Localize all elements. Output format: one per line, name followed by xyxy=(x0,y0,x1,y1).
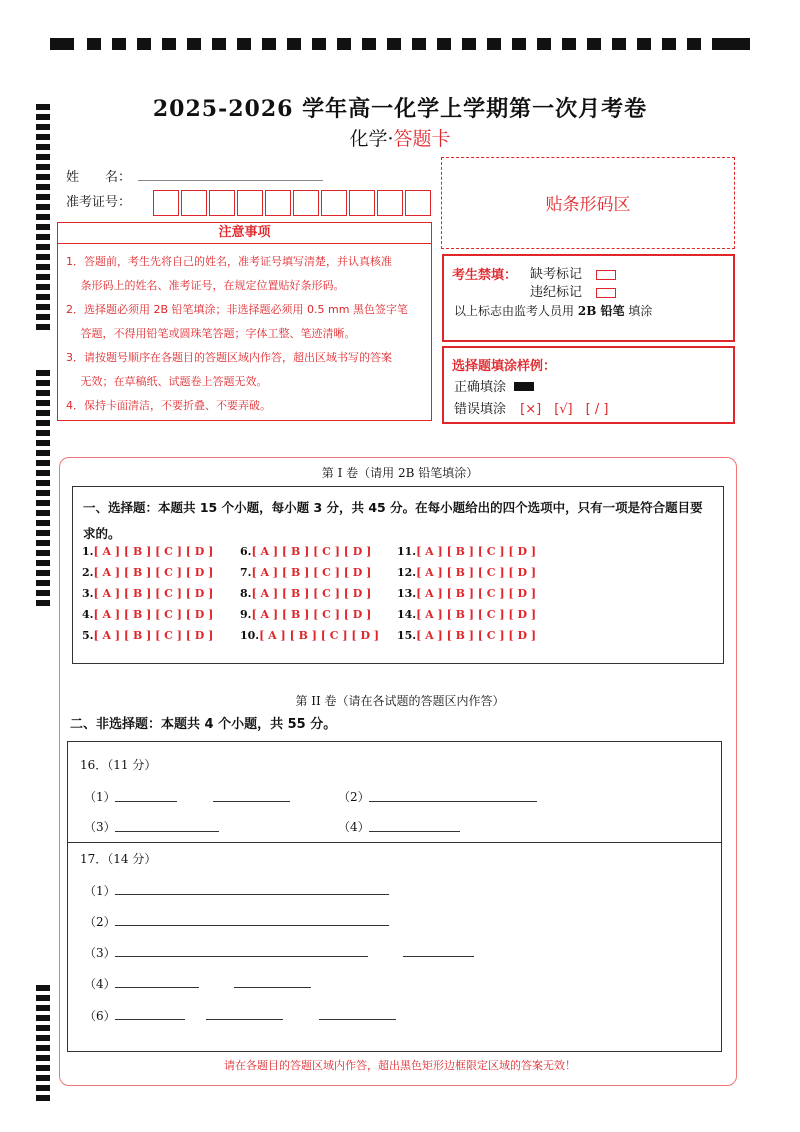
q-num: 8. xyxy=(240,587,252,600)
q-num: 9. xyxy=(240,608,252,621)
q-options[interactable]: [ A ] [ B ] [ C ] [ D ] xyxy=(251,566,372,579)
correct-fill-label: 正确填涂 xyxy=(454,380,507,395)
violation-mark-row xyxy=(530,281,616,300)
exam-ban-note xyxy=(454,302,652,319)
q-options[interactable]: [ A ] [ B ] [ C ] [ D ] xyxy=(251,545,372,558)
absent-mark-label: 缺考标记 xyxy=(530,267,583,282)
q-num: 5. xyxy=(82,629,94,642)
q-num: 1. xyxy=(82,545,94,558)
id-label: 准考证号： xyxy=(66,195,132,210)
answer-blank[interactable] xyxy=(213,801,290,802)
q16-part-label: （4） xyxy=(338,820,370,834)
q-num: 11. xyxy=(397,545,417,558)
q-options[interactable]: [ A ] [ B ] [ C ] [ D ] xyxy=(93,566,214,579)
violation-mark-box[interactable] xyxy=(596,288,616,298)
wrong-fill-label: 错误填涂 xyxy=(454,402,507,417)
q16-title: 16．（11 分） xyxy=(80,758,157,772)
answer-blank[interactable] xyxy=(115,1019,185,1020)
choice-row[interactable] xyxy=(397,566,536,579)
name-label: 姓 名： xyxy=(66,170,132,185)
id-number-boxes[interactable] xyxy=(153,190,433,216)
question-divider xyxy=(67,842,722,843)
footer-warning: 请在各题目的答题区域内作答，超出黑色矩形边框限定区域的答案无效！ xyxy=(224,1059,576,1072)
q-options[interactable]: [ A ] [ B ] [ C ] [ D ] xyxy=(251,608,372,621)
q-num: 15. xyxy=(397,629,417,642)
choice-row[interactable] xyxy=(397,608,536,621)
page-title: 2025-2026 学年高一化学上学期第一次月考卷 xyxy=(152,96,648,122)
q16-part-label: （1） xyxy=(84,790,116,804)
q-options[interactable]: [ A ] [ B ] [ C ] [ D ] xyxy=(251,587,372,600)
q17-part-label: （3） xyxy=(84,946,116,960)
q-num: 10. xyxy=(240,629,260,642)
answer-blank[interactable] xyxy=(115,894,389,895)
q17-part-label: （6） xyxy=(84,1009,116,1023)
q-options[interactable]: [ A ] [ B ] [ C ] [ D ] xyxy=(93,587,214,600)
notice-line: 1．答题前，考生先将自己的姓名，准考证号填写清楚，并认真核准 xyxy=(66,255,392,268)
fill-example-box xyxy=(442,346,735,424)
q-options[interactable]: [ A ] [ B ] [ C ] [ D ] xyxy=(416,587,537,600)
q-num: 12. xyxy=(397,566,417,579)
absent-mark-box[interactable] xyxy=(596,270,616,280)
answer-box xyxy=(67,741,722,1052)
answer-blank[interactable] xyxy=(115,956,368,957)
name-field[interactable] xyxy=(138,180,323,181)
choice-row[interactable] xyxy=(82,587,213,600)
timing-marks-left-3 xyxy=(36,985,50,1105)
part1-caption: 第 I 卷（请用 2B 铅笔填涂） xyxy=(321,466,479,480)
wrong-fill-row xyxy=(454,398,608,417)
subtitle-red: 答题卡 xyxy=(393,128,451,150)
q-options[interactable]: [ A ] [ B ] [ C ] [ D ] xyxy=(416,608,537,621)
choice-row[interactable] xyxy=(240,608,371,621)
note-bold: 2B 铅笔 xyxy=(577,304,625,318)
choice-row[interactable] xyxy=(82,629,213,642)
answer-blank[interactable] xyxy=(115,801,177,802)
q-options[interactable]: [ A ] [ B ] [ C ] [ D ] xyxy=(416,566,537,579)
q-num: 7. xyxy=(240,566,252,579)
notice-line: 无效；在草稿纸、试题卷上答题无效。 xyxy=(66,375,268,388)
exam-ban-label: 考生禁填： xyxy=(452,268,518,283)
barcode-area xyxy=(441,157,735,249)
notice-box xyxy=(57,222,432,421)
subtitle-prefix: 化学· xyxy=(349,128,394,150)
q-options[interactable]: [ A ] [ B ] [ C ] [ D ] xyxy=(93,608,214,621)
notice-line: 3．请按题号顺序在各题目的答题区域内作答，超出区域书写的答案 xyxy=(66,351,392,364)
choice-row[interactable] xyxy=(82,608,213,621)
choice-row[interactable] xyxy=(240,629,379,642)
q-options[interactable]: [ A ] [ B ] [ C ] [ D ] xyxy=(93,629,214,642)
q-num: 6. xyxy=(240,545,252,558)
violation-mark-label: 违纪标记 xyxy=(530,285,583,300)
notice-line: 2．选择题必须用 2B 铅笔填涂；非选择题必须用 0.5 mm 黑色签字笔 xyxy=(66,303,408,316)
answer-blank[interactable] xyxy=(115,925,389,926)
barcode-label: 贴条形码区 xyxy=(545,195,631,215)
part1-instruction: 一、选择题：本题共 15 个小题，每小题 3 分，共 45 分。在每小题给出的四个选项中，只有一项是符合题目要求的。 xyxy=(83,500,703,541)
timing-marks-left-2 xyxy=(36,370,50,610)
choice-row[interactable] xyxy=(397,587,536,600)
choice-row[interactable] xyxy=(82,566,213,579)
answer-blank[interactable] xyxy=(403,956,474,957)
answer-blank[interactable] xyxy=(319,1019,396,1020)
q-num: 14. xyxy=(397,608,417,621)
q17-part-label: （4） xyxy=(84,977,116,991)
choice-row[interactable] xyxy=(240,545,371,558)
answer-blank[interactable] xyxy=(369,801,537,802)
notice-line: 4．保持卡面清洁，不要折叠、不要弄破。 xyxy=(66,399,271,412)
choice-row[interactable] xyxy=(240,587,371,600)
answer-blank[interactable] xyxy=(369,831,460,832)
choice-row[interactable] xyxy=(397,629,536,642)
choice-row[interactable] xyxy=(240,566,371,579)
q17-part-label: （2） xyxy=(84,915,116,929)
notice-header: 注意事项 xyxy=(58,223,431,244)
absent-mark-row xyxy=(530,263,616,282)
note-suffix: 填涂 xyxy=(628,304,653,318)
correct-fill-sample xyxy=(514,382,534,391)
answer-blank[interactable] xyxy=(206,1019,283,1020)
notice-line: 条形码上的姓名、准考证号，在规定位置贴好条形码。 xyxy=(66,279,345,292)
wrong-fill-marks: [×] [√] [ / ] xyxy=(520,402,609,417)
q-num: 2. xyxy=(82,566,94,579)
q16-part-label: （3） xyxy=(84,820,116,834)
q-num: 3. xyxy=(82,587,94,600)
q-num: 13. xyxy=(397,587,417,600)
answer-blank[interactable] xyxy=(115,831,219,832)
timing-marks-top xyxy=(50,38,750,50)
fill-example-label: 选择题填涂样例： xyxy=(452,359,557,374)
exam-ban-box xyxy=(442,254,735,342)
q-options[interactable]: [ A ] [ B ] [ C ] [ D ] xyxy=(416,545,537,558)
q16-part-label: （2） xyxy=(338,790,370,804)
notice-line: 答题，不得用铅笔或圆珠笔答题；字体工整、笔迹清晰。 xyxy=(66,327,356,340)
note-prefix: 以上标志由监考人员用 xyxy=(454,304,575,318)
page-subtitle xyxy=(0,124,800,151)
answer-blank[interactable] xyxy=(234,987,311,988)
q17-title: 17．（14 分） xyxy=(80,852,157,866)
choice-row[interactable] xyxy=(397,545,536,558)
q-num: 4. xyxy=(82,608,94,621)
part2-instruction: 二、非选择题：本题共 4 个小题，共 55 分。 xyxy=(70,717,337,732)
part2-caption: 第 II 卷（请在各试题的答题区内作答） xyxy=(295,694,505,708)
q-options[interactable]: [ A ] [ B ] [ C ] [ D ] xyxy=(259,629,380,642)
q17-part-label: （1） xyxy=(84,884,116,898)
q-options[interactable]: [ A ] [ B ] [ C ] [ D ] xyxy=(416,629,537,642)
correct-fill-row xyxy=(454,376,534,395)
answer-blank[interactable] xyxy=(115,987,199,988)
choice-row[interactable] xyxy=(82,545,213,558)
q-options[interactable]: [ A ] [ B ] [ C ] [ D ] xyxy=(93,545,214,558)
